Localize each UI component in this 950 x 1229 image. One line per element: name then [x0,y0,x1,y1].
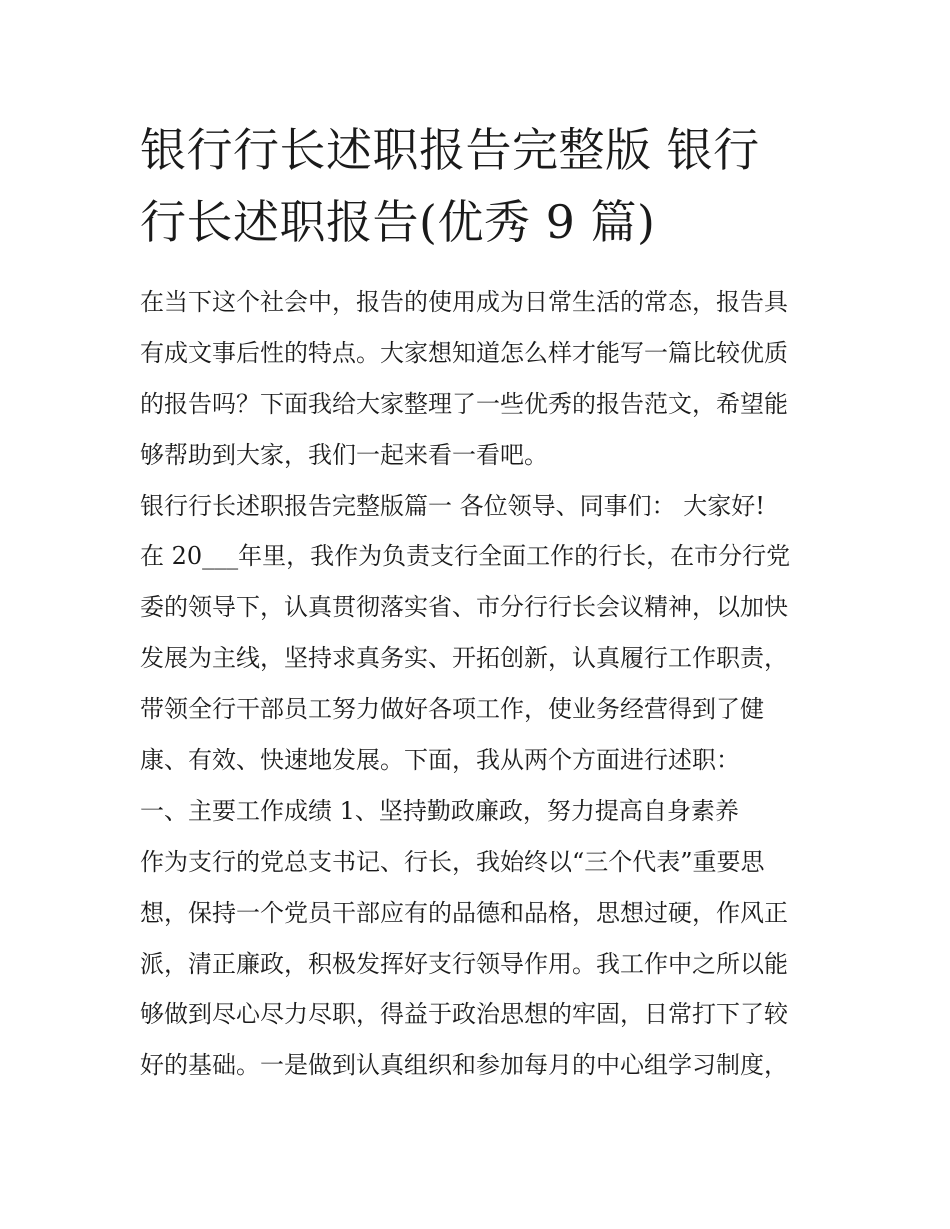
body-line: 发展为主线，坚持求真务实、开拓创新，认真履行工作职责， [140,644,788,673]
body-line: 带领全行干部员工努力做好各项工作，使业务经营得到了健 [140,695,764,724]
title-line-1: 银行行长述职报告完整版 银行 [140,123,760,177]
section-heading-line: 银行行长述职报告完整版篇一 各位领导、同事们： 大家好! [140,491,765,520]
body-line: 委的领导下，认真贯彻落实省、市分行行长会议精神，以加快 [140,593,788,622]
document-body [140,277,830,1091]
subsection-heading-line: 一、主要工作成绩 1、坚持勤政廉政，努力提高自身素养 [140,796,739,825]
body-line: 有成文事后性的特点。大家想知道怎么样才能写一篇比较优质 [140,338,788,367]
body-line: 好的基础。一是做到认真组织和参加每月的中心组学习制度， [140,1051,788,1080]
body-line: 在当下这个社会中，报告的使用成为日常生活的常态，报告具 [140,288,788,316]
body-line: 够做到尽心尽力尽职，得益于政治思想的牢固，日常打下了较 [140,1000,788,1029]
body-line: 在 20___年里，我作为负责支行全面工作的行长，在市分行党 [140,542,791,571]
title-line-2: 行长述职报告(优秀 9 篇) [140,195,656,249]
body-line: 派，清正廉政，积极发挥好支行领导作用。我工作中之所以能 [140,949,788,978]
body-line: 的报告吗？下面我给大家整理了一些优秀的报告范文，希望能 [140,389,788,418]
body-line: 康、有效、快速地发展。下面，我从两个方面进行述职： [140,746,740,775]
document-title [140,114,820,258]
body-line: 够帮助到大家，我们一起来看一看吧。 [140,440,548,469]
body-line: 作为支行的党总支书记、行长，我始终以“三个代表”重要思 [140,847,765,876]
body-line: 想，保持一个党员干部应有的品德和品格，思想过硬，作风正 [140,898,788,927]
